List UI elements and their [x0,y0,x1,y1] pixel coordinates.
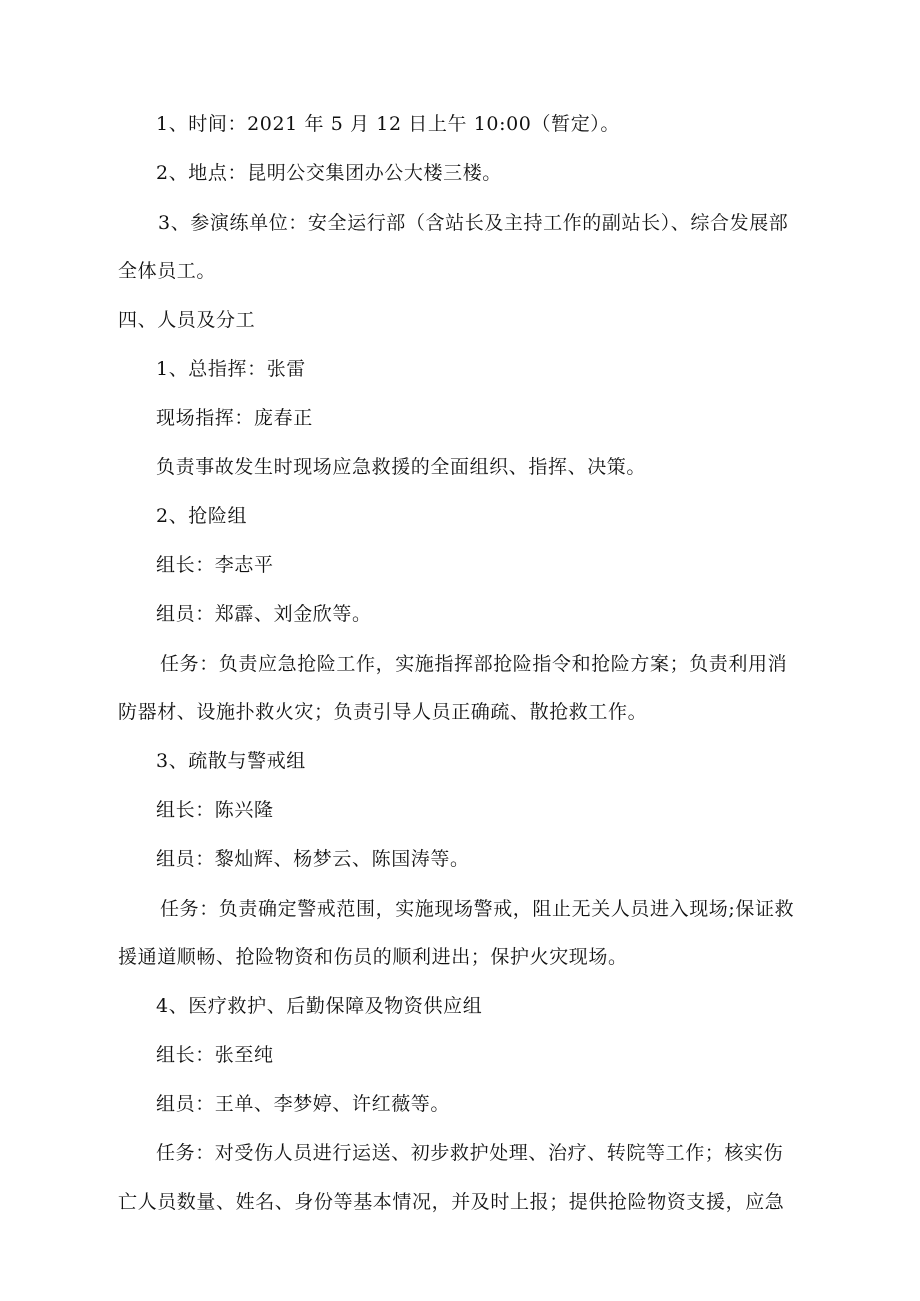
group-rescue-task-cont: 防器材、设施扑救火灾；负责引导人员正确疏、散抢救工作。 [118,701,648,723]
section-heading-staffing: 四、人员及分工 [118,309,256,331]
group-rescue-task: 任务：负责应急抢险工作，实施指挥部抢险指令和抢险方案；负责利用消 [160,653,788,675]
group-rescue-leader: 组长：李志平 [156,554,274,576]
group-evacuation-members: 组员：黎灿辉、杨梦云、陈国涛等。 [156,848,470,870]
commander-duty: 负责事故发生时现场应急救援的全面组织、指挥、决策。 [156,456,647,478]
group-evacuation-leader: 组长：陈兴隆 [156,799,274,821]
group-medical-task: 任务：对受伤人员进行运送、初步救护处理、治疗、转院等工作；核实伤 [156,1142,784,1164]
item-participants: 3、参演练单位：安全运行部（含站长及主持工作的副站长）、综合发展部 [158,212,789,234]
group-rescue-members: 组员：郑霹、刘金欣等。 [156,603,372,625]
group-evacuation-title: 3、疏散与警戒组 [156,750,306,772]
group-medical-members: 组员：王单、李梦婷、许红薇等。 [156,1093,451,1115]
commander-onsite: 现场指挥：庞春正 [156,407,313,429]
group-medical-task-cont: 亡人员数量、姓名、身份等基本情况，并及时上报；提供抢险物资支援，应急 [118,1191,785,1213]
group-rescue-title: 2、抢险组 [156,505,248,527]
commander-chief: 1、总指挥：张雷 [156,358,306,380]
group-medical-title: 4、医疗救护、后勤保障及物资供应组 [156,995,483,1017]
item-location: 2、地点：昆明公交集团办公大楼三楼。 [156,162,502,184]
group-medical-leader: 组长：张至纯 [156,1044,274,1066]
group-evacuation-task: 任务：负责确定警戒范围，实施现场警戒，阻止无关人员进入现场;保证救 [160,898,795,920]
group-evacuation-task-cont: 援通道顺畅、抢险物资和伤员的顺利进出；保护火灾现场。 [118,946,628,968]
item-participants-cont: 全体员工。 [118,260,217,282]
item-time: 1、时间：2021 年 5 月 12 日上午 10:00（暂定）。 [156,113,620,135]
